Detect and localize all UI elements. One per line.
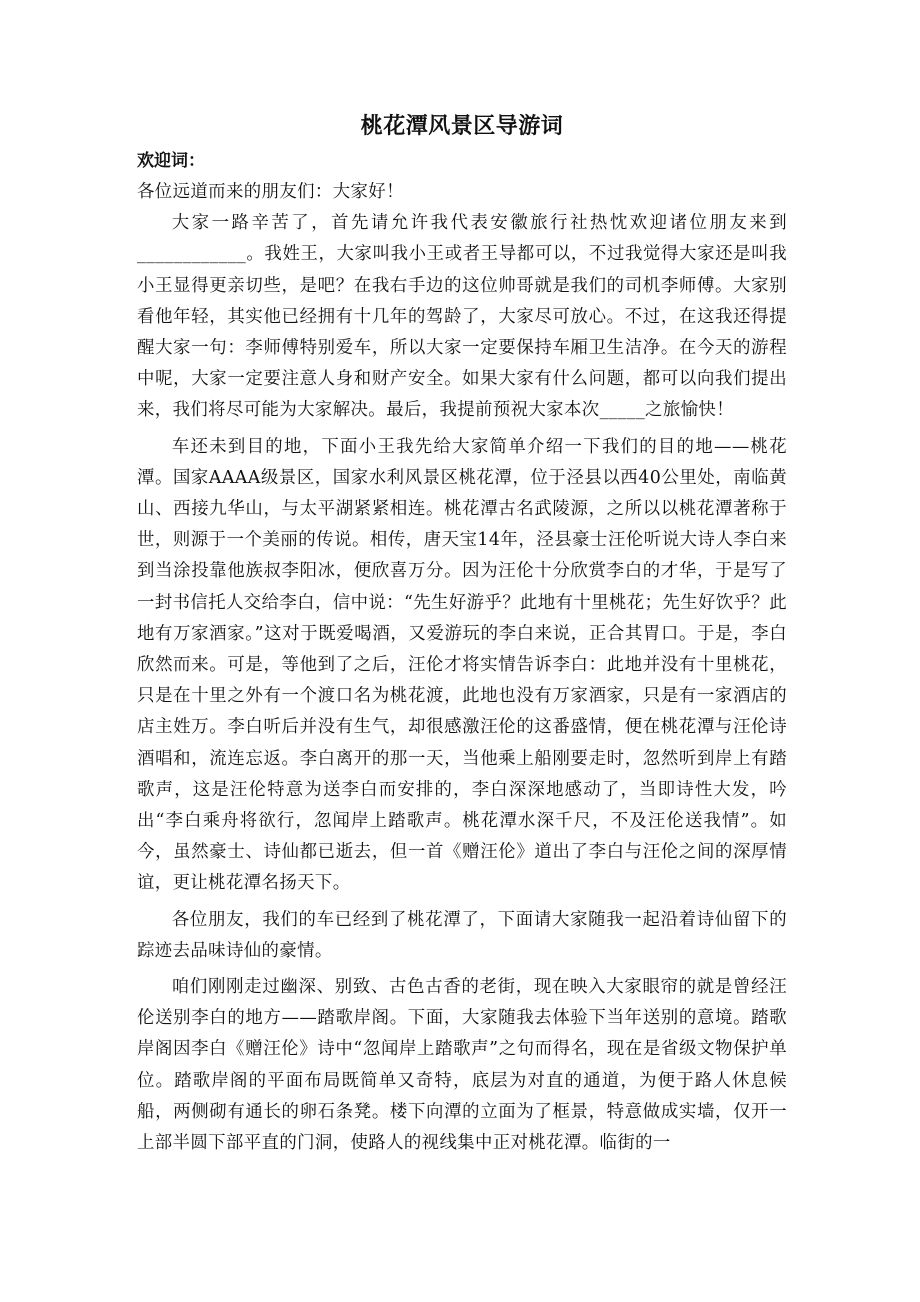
welcome-text-part3: 之旅愉快！: [645, 400, 735, 421]
document-page: [137, 110, 787, 1159]
paragraph-welcome: [137, 208, 787, 426]
paragraph-tage-an-ge: 咱们刚刚走过幽深、别致、古色古香的老街，现在映入大家眼帘的就是曾经汪伦送别李白的地方——踏歌岸阁。下面，大家随我去体验下当年送别的意境。踏歌岸阁因李白《赠汪伦》诗中“忽闻岸上踏歌声”之句而得名，现在是省级文物保护单位。踏歌岸阁的平面布局既简单又奇特，底层为对直的通道，为便于路人休息候船，两侧砌有通长的卵石条凳。楼下向潭的立面为了框景，特意做成实墙，仅开一上部半圆下部平直的门洞，使路人的视线集中正对桃花潭。临街的一: [137, 977, 787, 1154]
trip-name-blank: _____: [599, 400, 646, 421]
welcome-text-part2: 。我姓王，大家叫我小王或者王导都可以，不过我觉得大家还是叫我小王显得更亲切些，是吧？在我右手边的这位帅哥就是我们的司机李师傅。大家别看他年轻，其实他已经拥有十几年的驾龄了，大家尽可放心。不过，在这我还得提醒大家一句：李师傅特别爱车，所以大家一定要保持车厢卫生洁净。在今天的游程中呢，大家一定要注意人身和财产安全。如果大家有什么问题，都可以向我们提出来，我们将尽可能为大家解决。最后，我提前预祝大家本次: [137, 244, 787, 421]
section-heading: 欢迎词：: [137, 151, 205, 171]
document-title: 桃花潭风景区导游词: [360, 114, 564, 139]
paragraph-introduction: 车还未到目的地，下面小王我先给大家简单介绍一下我们的目的地——桃花潭。国家AAAA级景区，国家水利风景区桃花潭，位于泾县以西40公里处，南临黄山、西接九华山，与太平湖紧紧相连。桃花潭古名武陵源，之所以以桃花潭著称于世，则源于一个美丽的传说。相传，唐天宝14年，泾县豪士汪伦听说大诗人李白来到当涂投靠他族叔李阳冰，便欣喜万分。因为汪伦十分欣赏李白的才华，于是写了一封书信托人交给李白，信中说：“先生好游乎？此地有十里桃花；先生好饮乎？此地有万家酒家。”这对于既爱喝酒，又爱游玩的李白来说，正合其胃口。于是，李白欣然而来。可是，等他到了之后，汪伦才将实情告诉李白：此地并没有十里桃花，只是在十里之外有一个渡口名为桃花渡，此地也没有万家酒家，只是有一家酒店的店主姓万。李白听后并没有生气，却很感激汪伦的这番盛情，便在桃花潭与汪伦诗酒唱和，流连忘返。李白离开的那一天，当他乘上船刚要走时，忽然听到岸上有踏歌声，这是汪伦特意为送李白而安排的，李白深深地感动了，当即诗性大发，吟出“李白乘舟将欲行，忽闻岸上踏歌声。桃花潭水深千尺，不及汪伦送我情”。如今，虽然豪士、诗仙都已逝去，但一首《赠汪伦》道出了李白与汪伦之间的深厚情谊，更让桃花潭名扬天下。: [137, 436, 787, 894]
destination-blank: ____________: [137, 244, 247, 265]
greeting-line: 各位远道而来的朋友们：大家好！: [137, 182, 404, 202]
paragraph-arrival: 各位朋友，我们的车已经到了桃花潭了，下面请大家随我一起沿着诗仙留下的踪迹去品味诗仙的豪情。: [137, 909, 787, 961]
welcome-text-part1: 大家一路辛苦了，首先请允许我代表安徽旅行社热忱欢迎诸位朋友来到: [171, 213, 787, 234]
